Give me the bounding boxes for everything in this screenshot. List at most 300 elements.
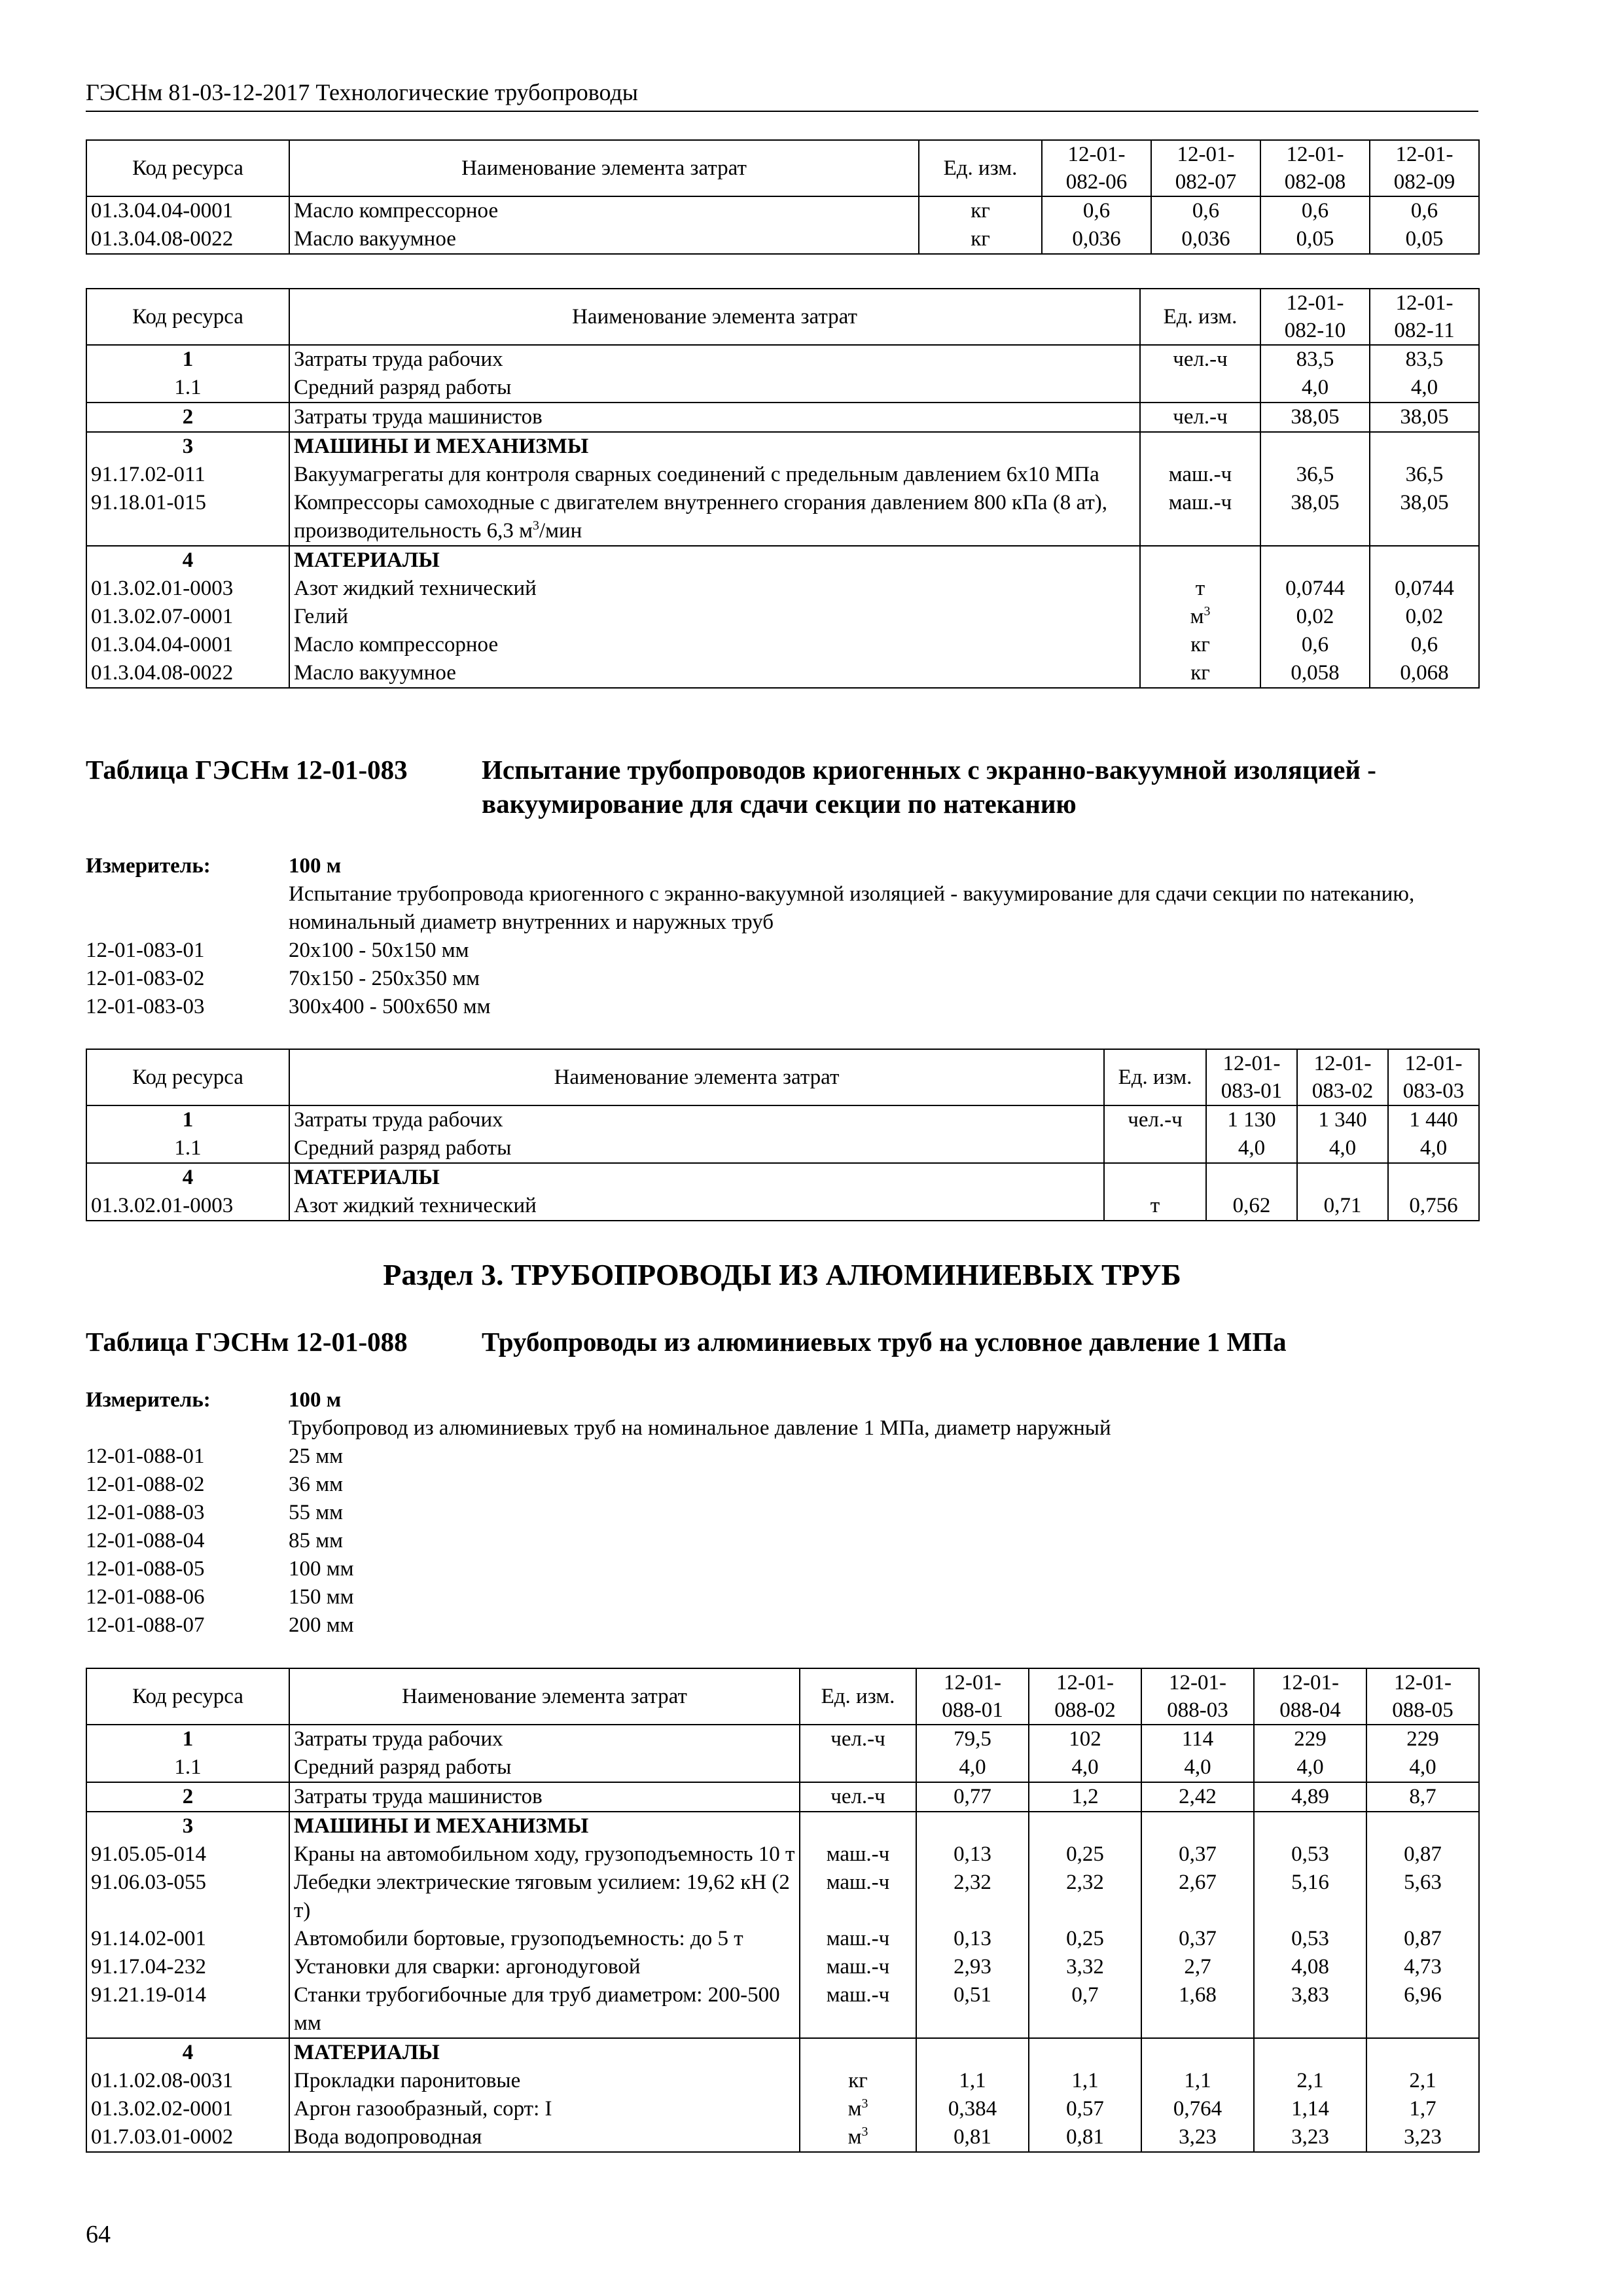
meter-description: Трубопровод из алюминиевых труб на номинальное давление 1 МПа, диаметр наружный xyxy=(289,1416,1111,1440)
value-cell: 0,81 xyxy=(1029,2123,1141,2152)
resource-code: 1 xyxy=(86,345,289,374)
resource-code: 01.3.04.04-0001 xyxy=(86,196,289,225)
value-cell: 0,71 xyxy=(1297,1192,1388,1221)
value-cell: 3,23 xyxy=(1141,2123,1254,2152)
resource-code: 01.3.02.02-0001 xyxy=(86,2095,289,2123)
meter-item xyxy=(86,993,1478,1021)
unit: маш.-ч xyxy=(800,1840,916,1869)
cost-element-name: МАТЕРИАЛЫ xyxy=(289,1163,1104,1192)
meter-item xyxy=(86,965,1478,993)
table-083-title xyxy=(86,753,1478,825)
table-row xyxy=(86,1134,1479,1163)
unit: чел.-ч xyxy=(1140,403,1260,432)
meter-item-code: 12-01-088-03 xyxy=(86,1501,205,1524)
resource-code: 4 xyxy=(86,546,289,575)
resource-code: 01.7.03.01-0002 xyxy=(86,2123,289,2152)
value-cell: 3,83 xyxy=(1254,1981,1366,2038)
cost-element-name: МАТЕРИАЛЫ xyxy=(289,2038,800,2067)
value-cell: 0,57 xyxy=(1029,2095,1141,2123)
table-row xyxy=(86,575,1479,603)
value-cell: 0,0744 xyxy=(1370,575,1479,603)
column-header: 12-01- 082-11 xyxy=(1370,289,1479,345)
value-cell xyxy=(916,1812,1029,1840)
column-header: Код ресурса xyxy=(86,140,289,196)
resource-code: 01.3.02.07-0001 xyxy=(86,603,289,631)
value-cell: 0,068 xyxy=(1370,659,1479,688)
table-row xyxy=(86,1782,1479,1812)
resource-code: 01.3.04.08-0022 xyxy=(86,225,289,254)
meter-item-code: 12-01-083-02 xyxy=(86,967,205,990)
meter-value: 100 м xyxy=(289,1388,342,1412)
meter-item xyxy=(86,1499,1478,1527)
column-header: Код ресурса xyxy=(86,1049,289,1105)
meter-item-code: 12-01-088-07 xyxy=(86,1613,205,1637)
column-header: Наименование элемента затрат xyxy=(289,140,919,196)
resource-code: 91.18.01-015 xyxy=(86,489,289,546)
value-cell: 0,058 xyxy=(1260,659,1370,688)
meter-item-code: 12-01-083-01 xyxy=(86,939,205,962)
value-cell: 3,23 xyxy=(1366,2123,1479,2152)
resource-code: 1.1 xyxy=(86,1134,289,1163)
value-cell: 4,0 xyxy=(1206,1134,1297,1163)
unit: $м^3$ xyxy=(1140,603,1260,631)
value-cell: 0,81 xyxy=(916,2123,1029,2152)
value-cell: 0,036 xyxy=(1151,225,1260,254)
unit xyxy=(1104,1134,1206,1163)
table-row xyxy=(86,1163,1479,1192)
value-cell: 4,08 xyxy=(1254,1953,1366,1981)
meter-item-code: 12-01-088-05 xyxy=(86,1557,205,1581)
value-cell: 0,764 xyxy=(1141,2095,1254,2123)
value-cell: 0,37 xyxy=(1141,1840,1254,1869)
value-cell: 3,32 xyxy=(1029,1953,1141,1981)
unit: маш.-ч xyxy=(800,1981,916,2038)
column-header: Код ресурса xyxy=(86,1668,289,1725)
table-088-title xyxy=(86,1325,1478,1361)
value-cell: 1,68 xyxy=(1141,1981,1254,2038)
value-cell: 4,0 xyxy=(1254,1753,1366,1782)
value-cell: 0,756 xyxy=(1388,1192,1479,1221)
value-cell: 0,02 xyxy=(1260,603,1370,631)
value-cell xyxy=(1029,2038,1141,2067)
value-cell: 4,0 xyxy=(1029,1753,1141,1782)
cost-table-083 xyxy=(86,1049,1480,1221)
value-cell: 2,1 xyxy=(1254,2067,1366,2095)
value-cell xyxy=(1141,2038,1254,2067)
unit: т xyxy=(1140,575,1260,603)
value-cell: 2,93 xyxy=(916,1953,1029,1981)
meter-label: Измеритель: xyxy=(86,1388,211,1412)
column-header: Наименование элемента затрат xyxy=(289,289,1140,345)
value-cell: 0,05 xyxy=(1260,225,1370,254)
cost-element-name: Затраты труда рабочих xyxy=(289,345,1140,374)
unit: маш.-ч xyxy=(1140,489,1260,546)
unit: чел.-ч xyxy=(1104,1105,1206,1134)
table-row xyxy=(86,1812,1479,1840)
table-row xyxy=(86,631,1479,659)
resource-code: 01.3.02.01-0003 xyxy=(86,1192,289,1221)
value-cell xyxy=(1141,1812,1254,1840)
meter-item-text: 100 мм xyxy=(289,1557,354,1581)
cost-element-name: Вода водопроводная xyxy=(289,2123,800,2152)
value-cell xyxy=(1029,1812,1141,1840)
section-title: Раздел 3. ТРУБОПРОВОДЫ ИЗ АЛЮМИНИЕВЫХ ТРУБ xyxy=(383,1258,1181,1291)
column-header: 12-01- 083-01 xyxy=(1206,1049,1297,1105)
unit: $м^3$ xyxy=(800,2095,916,2123)
table-row xyxy=(86,374,1479,403)
value-cell: 83,5 xyxy=(1260,345,1370,374)
value-cell: 4,0 xyxy=(1141,1753,1254,1782)
meter-item-code: 12-01-088-04 xyxy=(86,1529,205,1552)
value-cell: 0,62 xyxy=(1206,1192,1297,1221)
value-cell: 1 130 xyxy=(1206,1105,1297,1134)
value-cell: 2,67 xyxy=(1141,1869,1254,1925)
table-row xyxy=(86,2095,1479,2123)
table-row xyxy=(86,1953,1479,1981)
unit xyxy=(1140,432,1260,461)
cost-element-name: Лебедки электрические тяговым усилием: 19,62 кН (2 т) xyxy=(289,1869,800,1925)
cost-element-name: Средний разряд работы xyxy=(289,1753,800,1782)
resource-code: 01.1.02.08-0031 xyxy=(86,2067,289,2095)
resource-code: 1 xyxy=(86,1725,289,1753)
unit: т xyxy=(1104,1192,1206,1221)
value-cell: 2,42 xyxy=(1141,1782,1254,1812)
resource-code: 4 xyxy=(86,2038,289,2067)
column-header: 12-01- 088-02 xyxy=(1029,1668,1141,1725)
cost-element-name: Средний разряд работы xyxy=(289,374,1140,403)
value-cell: 2,1 xyxy=(1366,2067,1479,2095)
table-row xyxy=(86,603,1479,631)
value-cell: 102 xyxy=(1029,1725,1141,1753)
unit: маш.-ч xyxy=(800,1925,916,1953)
column-header: Ед. изм. xyxy=(919,140,1042,196)
value-cell xyxy=(1260,546,1370,575)
meter-item-text: 150 мм xyxy=(289,1585,354,1609)
value-cell: 114 xyxy=(1141,1725,1254,1753)
meter-item xyxy=(86,1443,1478,1471)
column-header: 12-01- 088-03 xyxy=(1141,1668,1254,1725)
cost-table-082-a xyxy=(86,139,1480,255)
table-row xyxy=(86,2123,1479,2152)
value-cell: 0,13 xyxy=(916,1840,1029,1869)
resource-code: 4 xyxy=(86,1163,289,1192)
unit: кг xyxy=(1140,631,1260,659)
unit xyxy=(800,1753,916,1782)
value-cell: 0,036 xyxy=(1042,225,1151,254)
resource-code: 1.1 xyxy=(86,374,289,403)
column-header: 12-01- 083-03 xyxy=(1388,1049,1479,1105)
column-header: Ед. изм. xyxy=(1104,1049,1206,1105)
cost-element-name: Масло компрессорное xyxy=(289,631,1140,659)
resource-code: 3 xyxy=(86,432,289,461)
value-cell: 0,25 xyxy=(1029,1840,1141,1869)
value-cell: 38,05 xyxy=(1260,489,1370,546)
cost-element-name: Масло вакуумное xyxy=(289,225,919,254)
resource-code: 91.05.05-014 xyxy=(86,1840,289,1869)
meter-value: 100 м xyxy=(289,854,342,878)
resource-code: 01.3.04.04-0001 xyxy=(86,631,289,659)
value-cell: 4,0 xyxy=(1260,374,1370,403)
table-row xyxy=(86,196,1479,225)
unit: $м^3$ xyxy=(800,2123,916,2152)
unit: чел.-ч xyxy=(800,1725,916,1753)
resource-code: 1.1 xyxy=(86,1753,289,1782)
value-cell: 0,6 xyxy=(1370,196,1479,225)
value-cell: 0,37 xyxy=(1141,1925,1254,1953)
value-cell: 38,05 xyxy=(1370,403,1479,432)
resource-code: 1 xyxy=(86,1105,289,1134)
meter-item-code: 12-01-088-01 xyxy=(86,1444,205,1468)
cost-element-name: Установки для сварки: аргонодуговой xyxy=(289,1953,800,1981)
cost-element-name: Краны на автомобильном ходу, грузоподъемность 10 т xyxy=(289,1840,800,1869)
cost-element-name: Масло вакуумное xyxy=(289,659,1140,688)
cost-element-name: Азот жидкий технический xyxy=(289,1192,1104,1221)
value-cell: 229 xyxy=(1254,1725,1366,1753)
resource-code: 2 xyxy=(86,1782,289,1812)
value-cell: 0,6 xyxy=(1151,196,1260,225)
value-cell: 0,87 xyxy=(1366,1925,1479,1953)
table-row xyxy=(86,489,1479,546)
meter-label: Измеритель: xyxy=(86,854,211,878)
value-cell: 0,25 xyxy=(1029,1925,1141,1953)
column-header: 12-01- 082-08 xyxy=(1260,140,1370,196)
resource-code: 91.17.02-011 xyxy=(86,461,289,489)
value-cell xyxy=(916,2038,1029,2067)
value-cell: 1,7 xyxy=(1366,2095,1479,2123)
meter-item xyxy=(86,937,1478,965)
table-088-name: Трубопроводы из алюминиевых труб на условное давление 1 МПа xyxy=(482,1327,1287,1357)
cost-element-name: Затраты труда рабочих xyxy=(289,1105,1104,1134)
value-cell: 36,5 xyxy=(1370,461,1479,489)
unit: чел.-ч xyxy=(1140,345,1260,374)
page-number: 64 xyxy=(86,2221,111,2248)
value-cell xyxy=(1260,432,1370,461)
meter-item xyxy=(86,1471,1478,1499)
column-header: 12-01- 088-04 xyxy=(1254,1668,1366,1725)
value-cell xyxy=(1370,546,1479,575)
value-cell: 79,5 xyxy=(916,1725,1029,1753)
table-row xyxy=(86,1869,1479,1925)
cost-element-name: Автомобили бортовые, грузоподъемность: до 5 т xyxy=(289,1925,800,1953)
value-cell xyxy=(1206,1163,1297,1192)
cost-element-name: Масло компрессорное xyxy=(289,196,919,225)
value-cell: 1,2 xyxy=(1029,1782,1141,1812)
value-cell: 4,0 xyxy=(1388,1134,1479,1163)
column-header: Наименование элемента затрат xyxy=(289,1049,1104,1105)
value-cell: 0,6 xyxy=(1042,196,1151,225)
value-cell: 4,0 xyxy=(916,1753,1029,1782)
unit: маш.-ч xyxy=(800,1869,916,1925)
table-row xyxy=(86,659,1479,688)
unit: маш.-ч xyxy=(800,1953,916,1981)
value-cell: 0,02 xyxy=(1370,603,1479,631)
value-cell: 0,7 xyxy=(1029,1981,1141,2038)
value-cell: 0,384 xyxy=(916,2095,1029,2123)
cost-element-name: МАШИНЫ И МЕХАНИЗМЫ xyxy=(289,432,1140,461)
cost-element-name: Компрессоры самоходные с двигателем внутреннего сгорания давлением 800 кПа (8 ат), производительность 6,3 $м^3$/мин xyxy=(289,489,1140,546)
table-row xyxy=(86,2067,1479,2095)
unit xyxy=(800,2038,916,2067)
cost-element-name: Затраты труда машинистов xyxy=(289,403,1140,432)
table-row xyxy=(86,1725,1479,1753)
unit: кг xyxy=(800,2067,916,2095)
column-header: 12-01- 082-10 xyxy=(1260,289,1370,345)
value-cell: 0,87 xyxy=(1366,1840,1479,1869)
value-cell: 0,05 xyxy=(1370,225,1479,254)
value-cell: 38,05 xyxy=(1260,403,1370,432)
table-row xyxy=(86,432,1479,461)
value-cell: 0,53 xyxy=(1254,1925,1366,1953)
table-row xyxy=(86,461,1479,489)
value-cell xyxy=(1254,1812,1366,1840)
unit xyxy=(1140,546,1260,575)
value-cell: 2,32 xyxy=(1029,1869,1141,1925)
column-header: 12-01- 083-02 xyxy=(1297,1049,1388,1105)
resource-code: 91.14.02-001 xyxy=(86,1925,289,1953)
value-cell xyxy=(1370,432,1479,461)
cost-element-name: Прокладки паронитовые xyxy=(289,2067,800,2095)
resource-code: 01.3.02.01-0003 xyxy=(86,575,289,603)
cost-element-name: МАТЕРИАЛЫ xyxy=(289,546,1140,575)
running-header: ГЭСНм 81-03-12-2017 Технологические трубопроводы xyxy=(86,77,1478,112)
value-cell: 0,0744 xyxy=(1260,575,1370,603)
value-cell: 0,77 xyxy=(916,1782,1029,1812)
meter-item-text: 55 мм xyxy=(289,1501,344,1524)
resource-code: 91.21.19-014 xyxy=(86,1981,289,2038)
cost-element-name: МАШИНЫ И МЕХАНИЗМЫ xyxy=(289,1812,800,1840)
cost-element-name: Азот жидкий технический xyxy=(289,575,1140,603)
resource-code: 3 xyxy=(86,1812,289,1840)
unit xyxy=(800,1812,916,1840)
meter-item-text: 85 мм xyxy=(289,1529,344,1552)
unit xyxy=(1104,1163,1206,1192)
table-row xyxy=(86,1105,1479,1134)
value-cell: 5,16 xyxy=(1254,1869,1366,1925)
table-row xyxy=(86,1753,1479,1782)
value-cell xyxy=(1297,1163,1388,1192)
meter-description: Испытание трубопровода криогенного с экранно-вакуумной изоляцией - вакуумирование для сдачи секции по натеканию, номинальный диаметр внутренних и наружных труб xyxy=(289,882,1415,934)
value-cell: 5,63 xyxy=(1366,1869,1479,1925)
table-row xyxy=(86,345,1479,374)
meter-item-text: 200 мм xyxy=(289,1613,354,1637)
meter-item-text: 20х100 - 50х150 мм xyxy=(289,939,469,962)
unit: кг xyxy=(1140,659,1260,688)
column-header: 12-01- 088-01 xyxy=(916,1668,1029,1725)
table-row xyxy=(86,546,1479,575)
table-row xyxy=(86,2038,1479,2067)
table-row xyxy=(86,403,1479,432)
value-cell: 1,1 xyxy=(1141,2067,1254,2095)
resource-code: 01.3.04.08-0022 xyxy=(86,659,289,688)
value-cell: 4,0 xyxy=(1297,1134,1388,1163)
column-header: 12-01- 082-06 xyxy=(1042,140,1151,196)
value-cell: 1,1 xyxy=(1029,2067,1141,2095)
value-cell: 0,6 xyxy=(1260,196,1370,225)
column-header: Наименование элемента затрат xyxy=(289,1668,800,1725)
value-cell: 0,13 xyxy=(916,1925,1029,1953)
table-row xyxy=(86,225,1479,254)
table-row xyxy=(86,1925,1479,1953)
unit: чел.-ч xyxy=(800,1782,916,1812)
cost-element-name: Средний разряд работы xyxy=(289,1134,1104,1163)
value-cell: 4,0 xyxy=(1366,1753,1479,1782)
value-cell xyxy=(1254,2038,1366,2067)
value-cell: 83,5 xyxy=(1370,345,1479,374)
value-cell xyxy=(1366,2038,1479,2067)
value-cell xyxy=(1388,1163,1479,1192)
meter-item xyxy=(86,1611,1478,1640)
cost-table-088 xyxy=(86,1668,1480,2153)
value-cell: 8,7 xyxy=(1366,1782,1479,1812)
meter-item-text: 25 мм xyxy=(289,1444,344,1468)
value-cell: 4,73 xyxy=(1366,1953,1479,1981)
table-088-meter xyxy=(86,1386,1478,1640)
value-cell: 0,6 xyxy=(1260,631,1370,659)
table-row xyxy=(86,1981,1479,2038)
cost-table-082-b xyxy=(86,288,1480,689)
value-cell: 229 xyxy=(1366,1725,1479,1753)
value-cell: 0,51 xyxy=(916,1981,1029,2038)
value-cell: 1 440 xyxy=(1388,1105,1479,1134)
column-header: Ед. изм. xyxy=(1140,289,1260,345)
column-header: Ед. изм. xyxy=(800,1668,916,1725)
value-cell: 2,7 xyxy=(1141,1953,1254,1981)
table-083-number: Таблица ГЭСНм 12-01-083 xyxy=(86,755,408,785)
unit: кг xyxy=(919,196,1042,225)
meter-item-text: 70х150 - 250х350 мм xyxy=(289,967,480,990)
column-header: 12-01- 082-07 xyxy=(1151,140,1260,196)
table-row xyxy=(86,1840,1479,1869)
cost-element-name: Станки трубогибочные для труб диаметром: 200-500 мм xyxy=(289,1981,800,2038)
resource-code: 2 xyxy=(86,403,289,432)
meter-item xyxy=(86,1527,1478,1555)
cost-element-name: Гелий xyxy=(289,603,1140,631)
cost-element-name: Затраты труда рабочих xyxy=(289,1725,800,1753)
value-cell: 3,23 xyxy=(1254,2123,1366,2152)
meter-item xyxy=(86,1583,1478,1611)
column-header: Код ресурса xyxy=(86,289,289,345)
meter-item-text: 36 мм xyxy=(289,1473,344,1496)
meter-item-code: 12-01-088-02 xyxy=(86,1473,205,1496)
unit: маш.-ч xyxy=(1140,461,1260,489)
cost-element-name: Вакуумагрегаты для контроля сварных соединений с предельным давлением 6х10 МПа xyxy=(289,461,1140,489)
unit: кг xyxy=(919,225,1042,254)
unit xyxy=(1140,374,1260,403)
value-cell xyxy=(1366,1812,1479,1840)
value-cell: 38,05 xyxy=(1370,489,1479,546)
value-cell: 36,5 xyxy=(1260,461,1370,489)
value-cell: 2,32 xyxy=(916,1869,1029,1925)
value-cell: 1,1 xyxy=(916,2067,1029,2095)
column-header: 12-01- 088-05 xyxy=(1366,1668,1479,1725)
value-cell: 4,89 xyxy=(1254,1782,1366,1812)
meter-item-code: 12-01-083-03 xyxy=(86,995,205,1018)
value-cell: 0,6 xyxy=(1370,631,1479,659)
resource-code: 91.06.03-055 xyxy=(86,1869,289,1925)
value-cell: 4,0 xyxy=(1370,374,1479,403)
value-cell: 0,53 xyxy=(1254,1840,1366,1869)
meter-item-code: 12-01-088-06 xyxy=(86,1585,205,1609)
table-083-name: Испытание трубопроводов криогенных с экранно-вакуумной изоляцией - вакуумирование для сдачи секции по натеканию xyxy=(482,755,1376,819)
value-cell: 6,96 xyxy=(1366,1981,1479,2038)
value-cell: 1,14 xyxy=(1254,2095,1366,2123)
table-088-number: Таблица ГЭСНм 12-01-088 xyxy=(86,1327,408,1357)
value-cell: 1 340 xyxy=(1297,1105,1388,1134)
meter-item xyxy=(86,1555,1478,1583)
meter-item-text: 300х400 - 500х650 мм xyxy=(289,995,491,1018)
cost-element-name: Аргон газообразный, сорт: I xyxy=(289,2095,800,2123)
resource-code: 91.17.04-232 xyxy=(86,1953,289,1981)
